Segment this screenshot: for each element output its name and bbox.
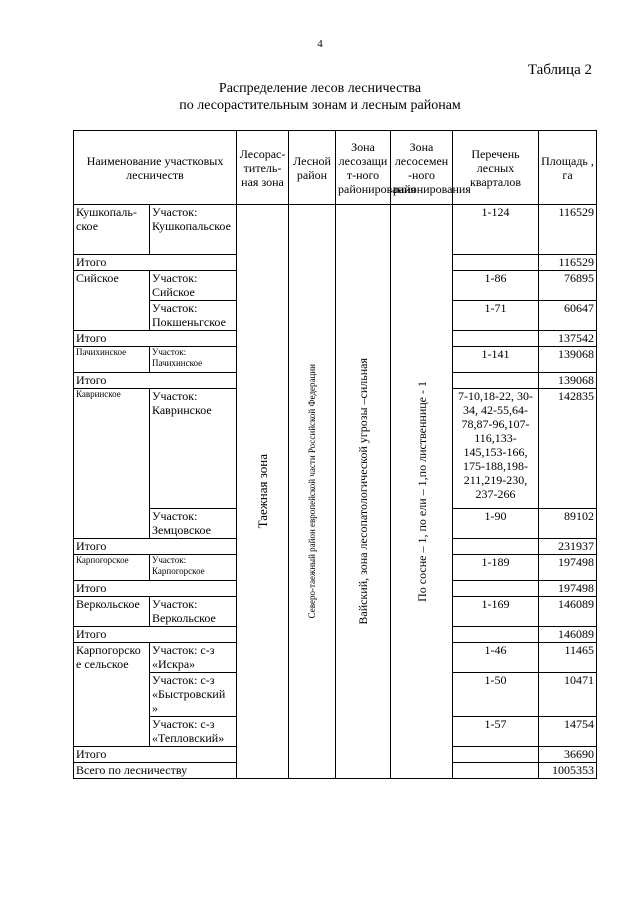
plot-name: Участок: Пачихинское: [150, 347, 237, 373]
header-district: Лесной район: [289, 131, 336, 205]
zone-cell: [237, 205, 289, 779]
district-cell: [289, 205, 336, 779]
seed-cell: [391, 205, 453, 779]
quarters-cell: 1-46: [453, 643, 539, 673]
header-quarters: Перечень лесных кварталов: [453, 131, 539, 205]
subtotal-label: Итого: [74, 373, 237, 389]
subtotal-label: Итого: [74, 255, 237, 271]
header-row: [74, 131, 597, 205]
forestry-name: Кушкопаль-ское: [74, 205, 150, 255]
forestry-name: Карпогорско е сельское: [74, 643, 150, 747]
subtotal-area: 231937: [539, 539, 597, 555]
subtotal-label: Итого: [74, 539, 237, 555]
area-cell: 14754: [539, 717, 597, 747]
subtotal-label: Итого: [74, 581, 237, 597]
forestry-name: Карпогорское: [74, 555, 150, 581]
area-cell: 146089: [539, 597, 597, 627]
quarters-cell: 1-57: [453, 717, 539, 747]
title-line-2: по лесорастительным зонам и лесным районам: [179, 98, 461, 113]
quarters-cell: 1-90: [453, 509, 539, 539]
subtotal-area: 116529: [539, 255, 597, 271]
forestry-name: Веркольское: [74, 597, 150, 627]
quarters-cell: 7-10,18-22, 30-34, 42-55,64-78,87-96,107-116,133-145,153-166, 175-188,198-211,219-230, 237-266: [453, 389, 539, 509]
plot-name: Участок: Кушкопальское: [150, 205, 237, 255]
area-cell: 139068: [539, 347, 597, 373]
protection-text: Вайский, зона лесопатологической угрозы –сильная: [356, 358, 371, 625]
quarters-cell: 1-141: [453, 347, 539, 373]
table-title: [0, 80, 640, 114]
subtotal-area: 36690: [539, 747, 597, 763]
quarters-cell: 1-169: [453, 597, 539, 627]
title-line-1: Распределение лесов лесничества: [218, 81, 422, 96]
quarters-cell: 1-124: [453, 205, 539, 255]
grand-total-area: 1005353: [539, 763, 597, 779]
subtotal-label: Итого: [74, 747, 237, 763]
plot-name: Участок: Земцовское: [150, 509, 237, 539]
page-number: 4: [317, 38, 323, 50]
header-zone: Лесорас-титель-ная зона: [237, 131, 289, 205]
forest-distribution-table: [73, 130, 597, 779]
quarters-cell: 1-189: [453, 555, 539, 581]
forestry-name: Сийское: [74, 271, 150, 331]
quarters-cell: 1-71: [453, 301, 539, 331]
plot-name: Участок: Веркольское: [150, 597, 237, 627]
plot-name: Участок: с-з «Искра»: [150, 643, 237, 673]
area-cell: 142835: [539, 389, 597, 509]
plot-name: Участок: с-з «Быстровский »: [150, 673, 237, 717]
subtotal-area: 146089: [539, 627, 597, 643]
seed-text: По сосне – 1, по ели – 1,по лиственнице - 1: [414, 381, 429, 602]
subtotal-label: Итого: [74, 627, 237, 643]
area-cell: 11465: [539, 643, 597, 673]
plot-name: Участок: Карпогорское: [150, 555, 237, 581]
header-seed: Зона лесосемен -ного районирования: [391, 131, 453, 205]
area-cell: 76895: [539, 271, 597, 301]
area-cell: 60647: [539, 301, 597, 331]
district-text: Северо-таежный район европейской части Российской Федерации: [307, 364, 318, 619]
area-cell: 89102: [539, 509, 597, 539]
subtotal-area: 197498: [539, 581, 597, 597]
plot-name: Участок: с-з «Тепловский»: [150, 717, 237, 747]
area-cell: 116529: [539, 205, 597, 255]
area-cell: 10471: [539, 673, 597, 717]
header-area: Площадь , га: [539, 131, 597, 205]
subtotal-area: 139068: [539, 373, 597, 389]
quarters-cell: 1-86: [453, 271, 539, 301]
protection-cell: [336, 205, 391, 779]
plot-name: Участок: Покшеньгское: [150, 301, 237, 331]
quarters-cell: 1-50: [453, 673, 539, 717]
area-cell: 197498: [539, 555, 597, 581]
grand-total-label: Всего по лесничеству: [74, 763, 237, 779]
forestry-name: Кавринское: [74, 389, 150, 539]
table-label: Таблица 2: [527, 62, 592, 78]
forestry-name: Пачихинское: [74, 347, 150, 373]
header-protection: Зона лесозащи т-ного районирования: [336, 131, 391, 205]
table-row: [74, 205, 597, 255]
header-name: Наименование участковых лесничеств: [74, 131, 237, 205]
plot-name: Участок: Сийское: [150, 271, 237, 301]
zone-text: Таежная зона: [254, 454, 270, 529]
plot-name: Участок: Кавринское: [150, 389, 237, 509]
subtotal-area: 137542: [539, 331, 597, 347]
subtotal-label: Итого: [74, 331, 237, 347]
